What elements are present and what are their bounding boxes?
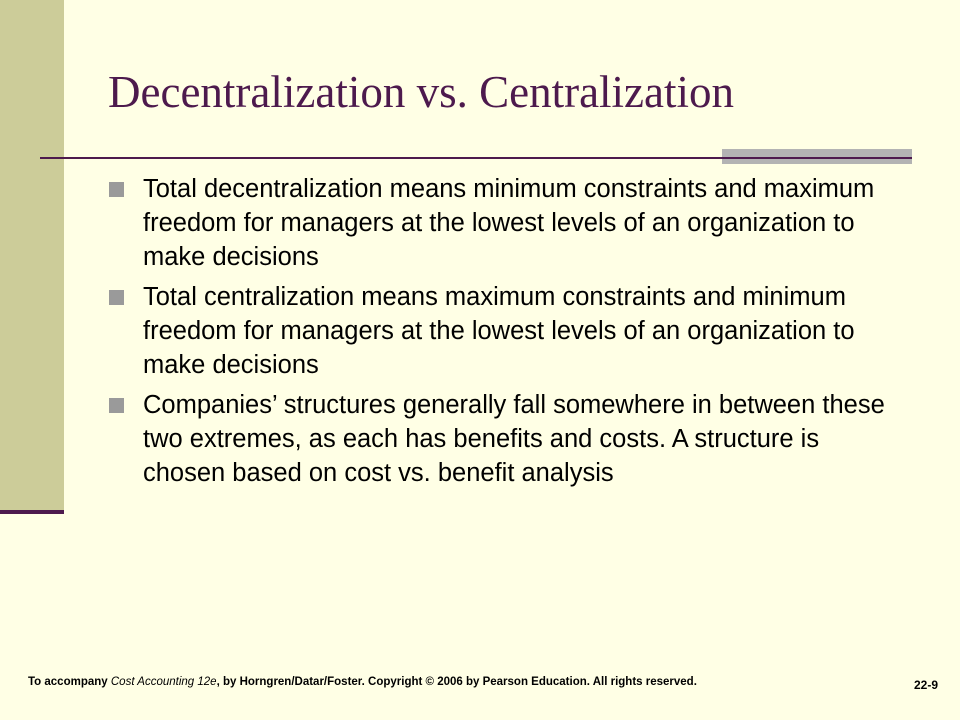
- page-number: 22-9: [913, 678, 938, 692]
- square-bullet-icon: [109, 182, 124, 197]
- title-rule-accent-lower: [722, 159, 912, 164]
- left-decorative-bar: [0, 0, 64, 510]
- bullet-list: [108, 172, 898, 496]
- footer-suffix: , by Horngren/Datar/Foster. Copyright © 2006 by Pearson Education. All rights reserved.: [216, 676, 697, 688]
- bullet-text: Companies’ structures generally fall somewhere in between these two extremes, as each has benefits and costs. A structure is chosen based on cost vs. benefit analysis: [143, 391, 885, 487]
- bullet-text: Total centralization means maximum constraints and minimum freedom for managers at the lowest levels of an organization to make decisions: [143, 283, 855, 379]
- footer-copyright: [28, 676, 697, 688]
- left-bar-underline: [0, 510, 64, 514]
- bullet-text: Total decentralization means minimum constraints and maximum freedom for managers at the lowest levels of an organization to make decisions: [143, 175, 875, 271]
- title-rule: [40, 157, 912, 159]
- square-bullet-icon: [109, 290, 124, 305]
- footer-prefix: To accompany: [28, 676, 111, 688]
- bullet-item: [108, 280, 898, 382]
- title-rule-accent: [722, 149, 912, 157]
- bullet-item: [108, 388, 898, 490]
- square-bullet-icon: [109, 398, 124, 413]
- footer-book-title: Cost Accounting 12e: [110, 676, 217, 688]
- slide-title: Decentralization vs. Centralization: [108, 67, 735, 117]
- bullet-item: [108, 172, 898, 274]
